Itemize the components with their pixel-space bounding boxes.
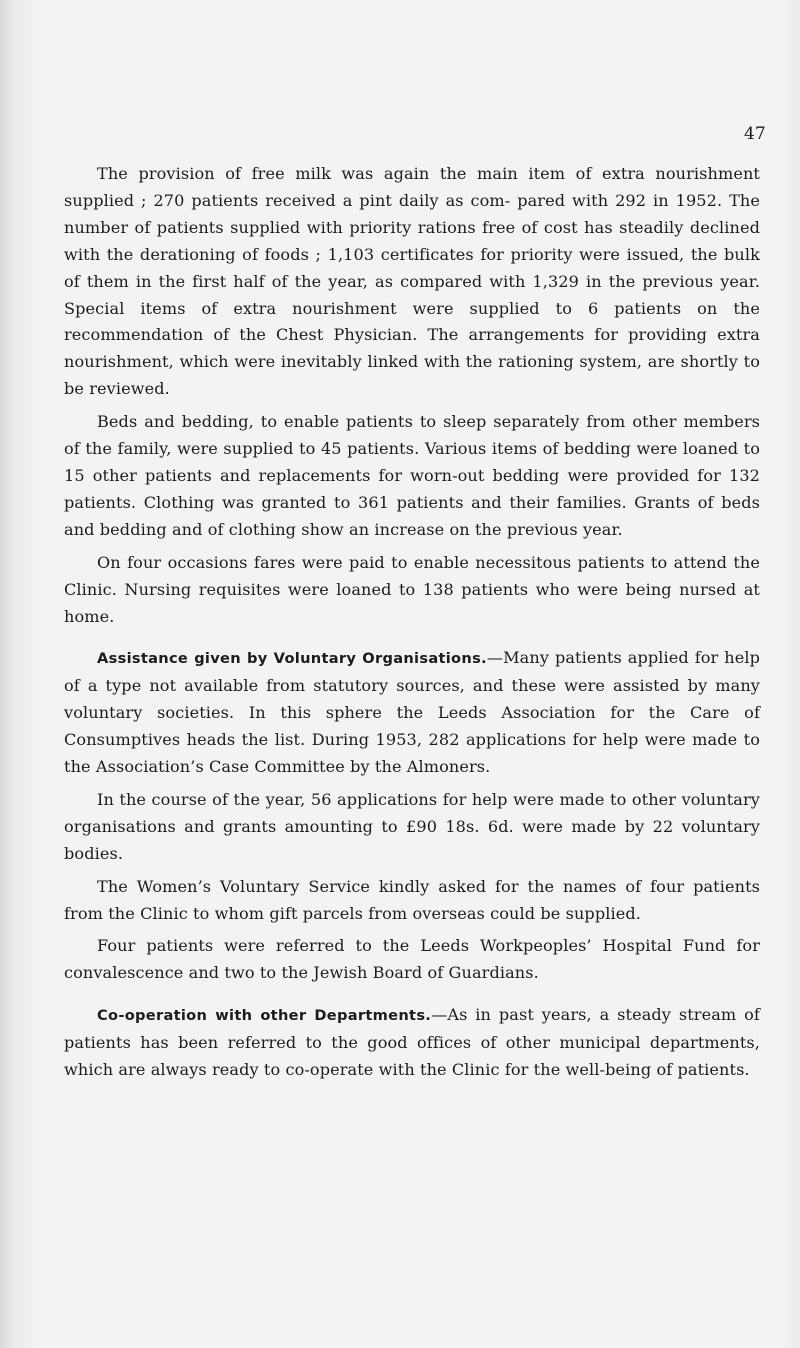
paragraph-text: In the course of the year, 56 applications for help were made to other voluntary organisations and grants amounting to £90 18s. 6d. were made by 22 voluntary bodies. bbox=[64, 789, 760, 863]
paragraph-fares bbox=[64, 550, 760, 631]
paragraph-text: On four occasions fares were paid to enable necessitous patients to attend the Clinic. Nursing requisites were loaned to 138 patients who were being nursed at home. bbox=[64, 552, 760, 626]
paragraph-wvs bbox=[64, 874, 760, 928]
paragraph-extra-nourishment bbox=[64, 161, 760, 403]
section-heading-co-operation: Co-operation with other Departments. bbox=[97, 1007, 432, 1025]
paragraph-text: Beds and bedding, to enable patients to sleep separately from other members of the family, were supplied to 45 patients. Various items of bedding were loaned to 15 other patients and replacements for worn-out bedding were provided for 132 patients. Clothing was granted to 361 patients and their families. Grants of beds and bedding and of clothing show an increase on the previous year. bbox=[64, 412, 760, 539]
paragraph-hospital-fund bbox=[64, 933, 760, 987]
paragraph-text: The provision of free milk was again the main item of extra nourishment supplied ; 270 patients received a pint daily as com- pared with 292 in 1952. The number of patients supplied with priority rations free of cost has steadily declined with the derationing of foods ; 1,103 certificates for priority were issued, the bulk of them in the first half of the year, as compared with 1,329 in the previous year. Special items of extra nourishment were supplied to 6 patients on the recommendation of the Chest Physician. The arrangements for providing extra nourishment, which were inevitably linked with the rationing system, are shortly to be reviewed. bbox=[64, 164, 760, 399]
paragraph-text: —Many patients applied for help of a type not available from statutory sources, and these were assisted by many voluntary societies. In this sphere the Leeds Association for the Care of Consumptives heads the list. During 1953, 282 applications for help were made to the Association’s Case Committee by the Almoners. bbox=[64, 648, 760, 777]
paragraph-beds-bedding bbox=[64, 409, 760, 544]
paragraph-text: The Women’s Voluntary Service kindly asked for the names of four patients from the Clinic to whom gift parcels from overseas could be supplied. bbox=[64, 876, 760, 923]
paragraph-text: Four patients were referred to the Leeds Workpeoples’ Hospital Fund for convalescence and two to the Jewish Board of Guardians. bbox=[64, 936, 760, 983]
paragraph-text: —As in past years, a steady stream of patients has been referred to the good offices of other municipal departments, which are always ready to co-operate with the Clinic for the well-being of patients. bbox=[64, 1005, 760, 1080]
paragraph-voluntary-organisations bbox=[64, 645, 760, 781]
page-number: 47 bbox=[744, 124, 766, 144]
paragraph-applications bbox=[64, 787, 760, 868]
body-text bbox=[64, 161, 760, 1084]
section-heading-voluntary: Assistance given by Voluntary Organisations. bbox=[97, 650, 487, 668]
paragraph-co-operation bbox=[64, 1002, 760, 1084]
